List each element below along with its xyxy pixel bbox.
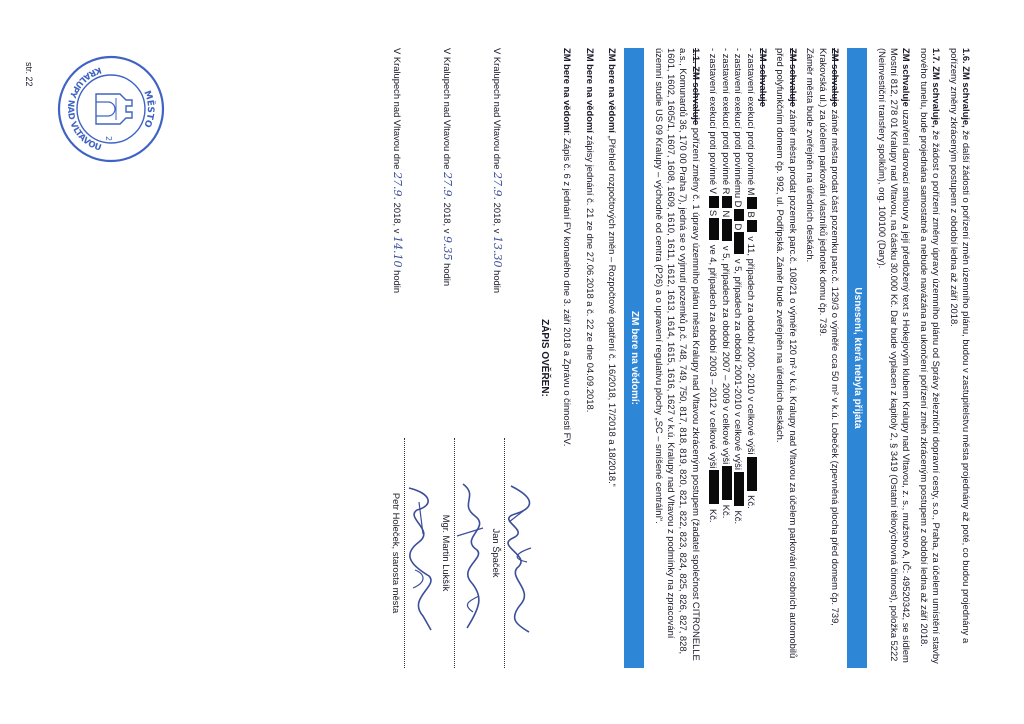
rejected-resolution-3: ZM schvaluje - zastavení exekucí proti povinné MB v 11, případech za období 2000- 2010 v celkové výši Kč. - zastavení exekucí proti povinnému DD v 5, případech za období 2001-2010 v celkové výši Kč. - zastavení exekucí proti povinné RN v 5, případech za období 2007 – 2009 v celkové výši Kč. - zastavení exekucí proti povinné VS ve 4, případech za období 2003 – 2012 v celkové výši Kč.: [707, 48, 769, 668]
execution-line: - zastavení exekucí proti povinné MB v 11, případech za období 2000- 2010 v celkové výši Kč.: [745, 48, 757, 509]
redaction: [722, 219, 732, 241]
redaction: [747, 197, 757, 209]
signature-row: [390, 48, 424, 668]
execution-line: - zastavení exekucí proti povinné VS ve 4, případech za období 2003 – 2012 v celkové výši Kč.: [708, 48, 720, 523]
noted-item: ZM bere na vědomí: Zápis č. 6 z jednání FV konaného dne 3. září 2018 a Zprávu o činnosti FV.: [562, 48, 574, 447]
resolution-1-7: 1.7. ZM schvaluje, že žádost o pořízení změny úpravy územního plánu od Správy železniční dopravní cesty, s.o., Praha, za účelem umístění stavby nového tunelu, bude projednána samostatně a nebude navázána na ukončení pořízení změn zkráceným postupem z období ledna až září 2018.: [918, 48, 943, 664]
handwritten-signature: [503, 478, 539, 638]
svg-text:2: 2: [104, 136, 113, 142]
resolution-1-6: 1.6. ZM schvaluje, že další žádosti o pořízení změn územního plánu, budou v zastupitelstvu města projednány až poté, co budou projednány a pořízeny změny zkráceným postupem z období ledna až září 2018.: [948, 48, 972, 644]
signature-block: [390, 438, 405, 668]
redaction: [734, 209, 744, 221]
signer-name: Petr Holeček, starosta města: [390, 438, 405, 668]
noted-item: ZM bere na vědomí zápisy jednání č. 21 ze dne 27.06.2018 a č. 22 ze dne 04.09.2018.: [584, 48, 596, 413]
signature-date: V Kralupech nad Vltavou dne 27.9. 2018, v 9.35 hodin: [441, 48, 455, 287]
svg-text:KRALUPY NAD VLTAVOU: KRALUPY NAD VLTAVOU: [64, 64, 103, 154]
redaction: [734, 232, 744, 254]
svg-text:MĚSTO: MĚSTO: [141, 89, 156, 129]
signer-name: Mgr. Martin Lukšík: [440, 438, 455, 668]
handwritten-signature: [403, 478, 439, 638]
redaction: [709, 196, 719, 208]
redaction: [747, 220, 757, 232]
signature-block: [490, 438, 505, 668]
redaction: [722, 196, 732, 208]
redaction: [734, 472, 744, 506]
signature-row: [440, 48, 474, 668]
page-number: str. 22: [24, 62, 34, 87]
redaction: [747, 457, 757, 491]
signer-name: Jan Špaček: [490, 438, 505, 668]
signature-date: V Kralupech nad Vltavou dne 27.9. 2018, v 13.30 hodin: [491, 48, 505, 294]
signature-row: [490, 48, 524, 668]
signature-date: V Kralupech nad Vltavou dne 27.9. 2018, v 14.10 hodin: [391, 48, 405, 294]
rejected-resolution-1: ZM schvaluje záměr města prodat část pozemku parc.č. 129/3 o výměře cca 50 m² v k.ú. Lobeček (zpevněná plocha před domem čp. 739, Krakovská ul.) za účelem parkování vlastníků jednotek domu čp. 739. Záměr města bude zveřejněn na úředních deskách.: [805, 48, 841, 626]
city-seal-stamp: [56, 54, 166, 164]
handwritten-signature: [453, 478, 489, 638]
redaction: [709, 470, 719, 504]
section-band-rejected: Usnesení, která nebyla přijata: [847, 48, 867, 668]
redaction: [722, 466, 732, 500]
minutes-verified-heading: ZÁPIS OVĚŘEN:: [538, 319, 550, 397]
execution-line: - zastavení exekucí proti povinnému DD v 5, případech za období 2001-2010 v celkové výši Kč.: [733, 48, 745, 525]
redaction: [709, 218, 719, 240]
rejected-resolution-4: 1.1. ZM schvaluje pořízení změny č. 1 úpravy územního plánu města Kralupy nad Vltavou zkráceným postupem (žadatel společnost CITRONELLE a.s., Komunardů 36, 170 00 Praha 7), jedná se o vyjmutí pozemků p.č. 748, 749, 750, 817, 818, 819, 820, 821, 822, 823, 824, 825, 826, 827, 828, 1601, 1602, 1605/1, 1607, 1608, 1609, 1610, 1611, 1612, 1613, 1614, 1615, 1616, 1627 v k.ú. Kralupy nad Vltavou z podmínky na zpracování územní studie US 09 Kralupy – východně od centra (P26) a o upravení regulativu plochy „SC – smíšené centrální“.: [653, 48, 702, 661]
section-band-noted: ZM bere na vědomí:: [624, 48, 644, 668]
noted-item: ZM bere na vědomí „Přehled rozpočtových změn – Rozpočtové opatření č. 16/2018, 17/2018 a 18/2018.“: [607, 48, 619, 487]
execution-line: - zastavení exekucí proti povinné RN v 5, případech za období 2007 – 2009 v celkové výši Kč.: [720, 48, 732, 519]
resolution-donation: ZM schvaluje uzavření darovací smlouvy a její předložený text s Hokejovým klubem Kralupy nad Vltavou, z. s., mužstvo A, IČ: 49520342, se sídlem Mostní 812, 278 01 Kralupy nad Vltavou, na částku 30.000 Kč. Dar bude vyplacen z kapitoly 2, § 3419 (Ostatní tělovýchovná činnost), položka 5222 (Neinvestiční transfery spolkům), org. 100100 (Dary).: [876, 48, 913, 663]
rejected-resolution-2: ZM schvaluje záměr města prodat pozemek parc.č. 108/21 o výměře 120 m² v k.ú. Kralupy nad Vltavou za účelem parkování osobních automobilů před polyfunkčním domem čp. 992, ul. Podřipská. Záměr bude zveřejněn na úředních deskách.: [775, 48, 799, 659]
signature-block: [440, 438, 455, 668]
